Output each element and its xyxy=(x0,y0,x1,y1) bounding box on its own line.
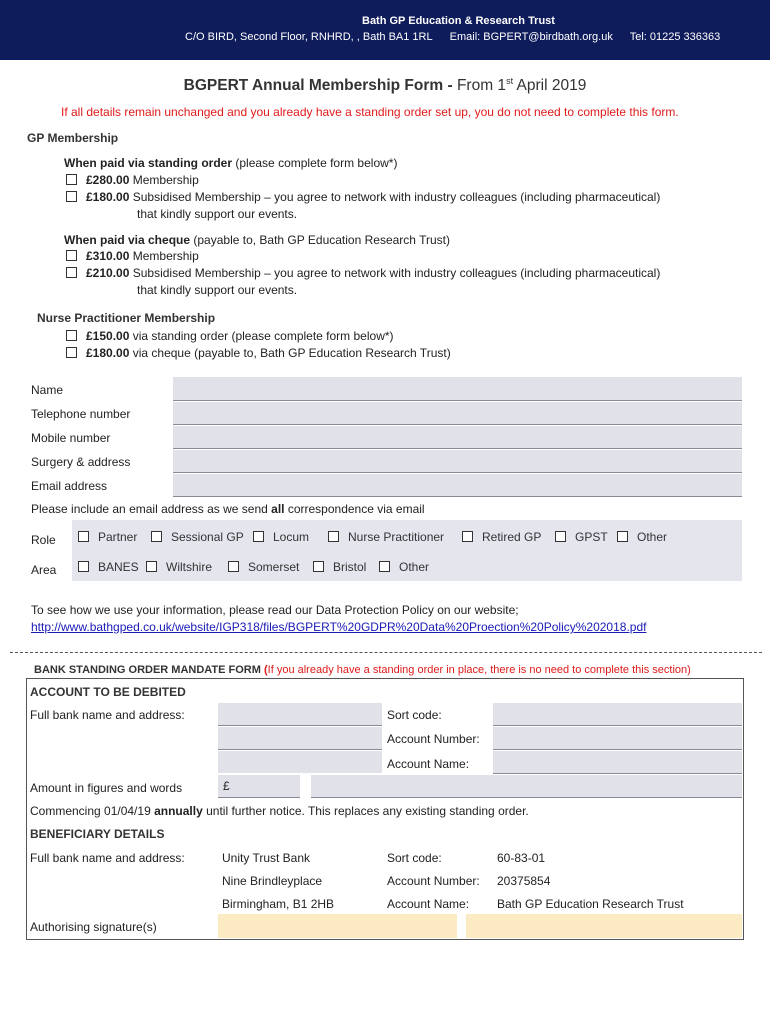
sort-code-label: Sort code: xyxy=(387,708,442,722)
title-from: From 1 xyxy=(456,77,507,95)
ben-sort-value: 60-83-01 xyxy=(497,851,546,865)
commencing-post: until further notice. This replaces any existing standing order. xyxy=(206,804,529,818)
price: £180.00 xyxy=(86,190,130,204)
option-label: GPST xyxy=(575,530,608,544)
telephone-label: Telephone number xyxy=(31,407,131,421)
checkbox-icon[interactable] xyxy=(228,561,239,572)
surgery-label: Surgery & address xyxy=(31,455,131,469)
option-text: via cheque (payable to, Bath GP Education Research Trust) xyxy=(132,346,451,360)
cut-line xyxy=(10,652,762,653)
option-label: BANES xyxy=(98,560,139,574)
checkbox-icon[interactable] xyxy=(78,561,89,572)
currency-symbol: £ xyxy=(223,779,230,793)
mobile-field[interactable] xyxy=(173,426,742,449)
email-note xyxy=(31,502,425,516)
gp-cheque-bold: When paid via cheque xyxy=(64,233,191,247)
ben-bank-line2: Nine Brindleyplace xyxy=(222,874,323,888)
org-tel: Tel: 01225 336363 xyxy=(629,31,721,43)
ben-sort-label: Sort code: xyxy=(387,851,442,865)
signature-field-1[interactable] xyxy=(218,914,457,938)
option-label: Nurse Practitioner xyxy=(348,530,445,544)
commencing-text xyxy=(30,804,529,818)
role-option-other[interactable] xyxy=(617,530,667,544)
org-email: Email: BGPERT@birdbath.org.uk xyxy=(449,31,613,43)
gp-cheque-rest: (payable to, Bath GP Education Research Trust) xyxy=(193,233,450,247)
gp-standing-heading xyxy=(64,156,397,170)
checkbox-icon[interactable] xyxy=(253,531,264,542)
name-field[interactable] xyxy=(173,377,742,401)
amount-words-field[interactable] xyxy=(311,775,742,798)
area-option-somerset[interactable] xyxy=(228,560,299,574)
gp-standing-bold: When paid via standing order xyxy=(64,156,233,170)
title-main: BGPERT Annual Membership Form - xyxy=(183,77,453,95)
email-field[interactable] xyxy=(173,474,742,497)
checkbox-icon[interactable] xyxy=(313,561,324,572)
privacy-policy-link[interactable]: http://www.bathgped.co.uk/website/IGP318/files/BGPERT%20GDPR%20Data%20Proection%20Policy%202018.pdf xyxy=(31,620,647,634)
signature-field-2[interactable] xyxy=(466,914,742,938)
checkbox-icon[interactable] xyxy=(146,561,157,572)
option-nurse-180[interactable] xyxy=(66,346,451,360)
checkbox-icon[interactable] xyxy=(78,531,89,542)
full-bank-label: Full bank name and address: xyxy=(30,708,185,722)
checkbox-icon[interactable] xyxy=(328,531,339,542)
account-name-field[interactable] xyxy=(493,751,742,774)
ben-accno-label: Account Number: xyxy=(387,874,480,888)
org-address: C/O BIRD, Second Floor, RNHRD, , Bath BA1 1RL xyxy=(185,31,433,43)
role-label: Role xyxy=(31,533,56,547)
area-option-other[interactable] xyxy=(379,560,429,574)
gp-cheque-heading xyxy=(64,233,450,247)
ben-accno-value: 20375854 xyxy=(497,874,551,888)
note-bold: all xyxy=(271,502,285,516)
option-label: Retired GP xyxy=(482,530,542,544)
bank-name-field-2[interactable] xyxy=(218,727,382,750)
area-option-wiltshire[interactable] xyxy=(146,560,212,574)
option-label: Other xyxy=(399,560,430,574)
price: £180.00 xyxy=(86,346,130,360)
gp-standing-rest: (please complete form below*) xyxy=(235,156,398,170)
checkbox-icon[interactable] xyxy=(462,531,473,542)
ben-bank-line3: Birmingham, B1 2HB xyxy=(222,897,335,911)
mobile-label: Mobile number xyxy=(31,431,111,445)
checkbox-icon[interactable] xyxy=(66,191,77,202)
checkbox-icon[interactable] xyxy=(555,531,566,542)
note-text: Please include an email address as we send xyxy=(31,502,268,516)
price: £210.00 xyxy=(86,266,130,280)
page-header xyxy=(0,0,770,60)
page-title xyxy=(0,76,770,95)
gp-heading: GP Membership xyxy=(27,131,119,145)
checkbox-icon[interactable] xyxy=(66,174,77,185)
checkbox-icon[interactable] xyxy=(66,330,77,341)
signature-label: Authorising signature(s) xyxy=(30,920,157,934)
option-text-continued: that kindly support our events. xyxy=(137,207,298,221)
price: £150.00 xyxy=(86,329,130,343)
bank-name-field-3[interactable] xyxy=(218,751,382,773)
role-option-gpst[interactable] xyxy=(555,530,608,544)
area-option-bristol[interactable] xyxy=(313,560,366,574)
account-debited-heading: ACCOUNT TO BE DEBITED xyxy=(30,685,186,699)
note-text: correspondence via email xyxy=(287,502,425,516)
privacy-text: To see how we use your information, please read our Data Protection Policy on our website; xyxy=(31,603,519,617)
option-gp-cheque-210[interactable] xyxy=(66,266,660,280)
bank-heading xyxy=(34,664,691,676)
notice-text: If all details remain unchanged and you already have a standing order set up, you do not need to complete this form. xyxy=(61,105,679,119)
area-label: Area xyxy=(31,563,57,577)
checkbox-icon[interactable] xyxy=(617,531,628,542)
beneficiary-heading: BENEFICIARY DETAILS xyxy=(30,827,165,841)
option-label: Locum xyxy=(273,530,310,544)
ben-bank-line1: Unity Trust Bank xyxy=(222,851,311,865)
option-text: Subsidised Membership – you agree to network with industry colleagues (including pharmaceutical) xyxy=(132,266,661,280)
checkbox-icon[interactable] xyxy=(379,561,390,572)
ben-accname-label: Account Name: xyxy=(387,897,470,911)
option-gp-standing-180[interactable] xyxy=(66,190,660,204)
nurse-heading: Nurse Practitioner Membership xyxy=(37,311,216,325)
option-label: Other xyxy=(637,530,668,544)
amount-label: Amount in figures and words xyxy=(30,781,183,795)
option-label: Sessional GP xyxy=(171,530,244,544)
role-option-nurse-practitioner[interactable] xyxy=(328,530,444,544)
checkbox-icon[interactable] xyxy=(66,250,77,261)
checkbox-icon[interactable] xyxy=(66,347,77,358)
area-option-banes[interactable] xyxy=(78,560,139,574)
option-text: Subsidised Membership – you agree to network with industry colleagues (including pharmaceutical) xyxy=(132,190,661,204)
title-sup: st xyxy=(506,76,514,86)
org-contact xyxy=(185,31,720,43)
bank-heading-text: BANK STANDING ORDER MANDATE FORM xyxy=(34,664,261,676)
commencing-pre: Commencing 01/04/19 xyxy=(30,804,151,818)
price: £280.00 xyxy=(86,173,130,187)
option-gp-cheque-310[interactable] xyxy=(66,249,199,263)
commencing-bold: annually xyxy=(154,804,203,818)
account-number-label: Account Number: xyxy=(387,732,480,746)
price: £310.00 xyxy=(86,249,130,263)
checkbox-icon[interactable] xyxy=(66,267,77,278)
amount-figures-field[interactable] xyxy=(218,775,300,798)
bank-heading-note: If you already have a standing order in place, there is no need to complete this section) xyxy=(267,664,691,676)
option-label: Bristol xyxy=(333,560,367,574)
telephone-field[interactable] xyxy=(173,402,742,425)
option-text-continued: that kindly support our events. xyxy=(137,283,298,297)
role-option-sessional-gp[interactable] xyxy=(151,530,244,544)
title-date: April 2019 xyxy=(516,77,587,95)
name-label: Name xyxy=(31,383,64,397)
option-text: Membership xyxy=(132,249,199,263)
ben-accname-value: Bath GP Education Research Trust xyxy=(497,897,684,911)
sort-code-field[interactable] xyxy=(493,703,742,726)
bank-heading-paren: ( xyxy=(263,664,268,676)
option-label: Somerset xyxy=(248,560,300,574)
option-gp-standing-280[interactable] xyxy=(66,173,199,187)
option-nurse-150[interactable] xyxy=(66,329,394,343)
option-label: Partner xyxy=(98,530,138,544)
org-name: Bath GP Education & Research Trust xyxy=(362,15,555,27)
option-text: Membership xyxy=(132,173,199,187)
bank-name-field-1[interactable] xyxy=(218,703,382,726)
role-option-partner[interactable] xyxy=(78,530,137,544)
ben-full-bank-label: Full bank name and address: xyxy=(30,851,185,865)
email-label: Email address xyxy=(31,479,108,493)
role-option-retired-gp[interactable] xyxy=(462,530,541,544)
account-number-field[interactable] xyxy=(493,727,742,750)
option-text: via standing order (please complete form below*) xyxy=(132,329,394,343)
surgery-field[interactable] xyxy=(173,450,742,473)
account-name-label: Account Name: xyxy=(387,757,470,771)
option-label: Wiltshire xyxy=(166,560,213,574)
role-option-locum[interactable] xyxy=(253,530,309,544)
checkbox-icon[interactable] xyxy=(151,531,162,542)
